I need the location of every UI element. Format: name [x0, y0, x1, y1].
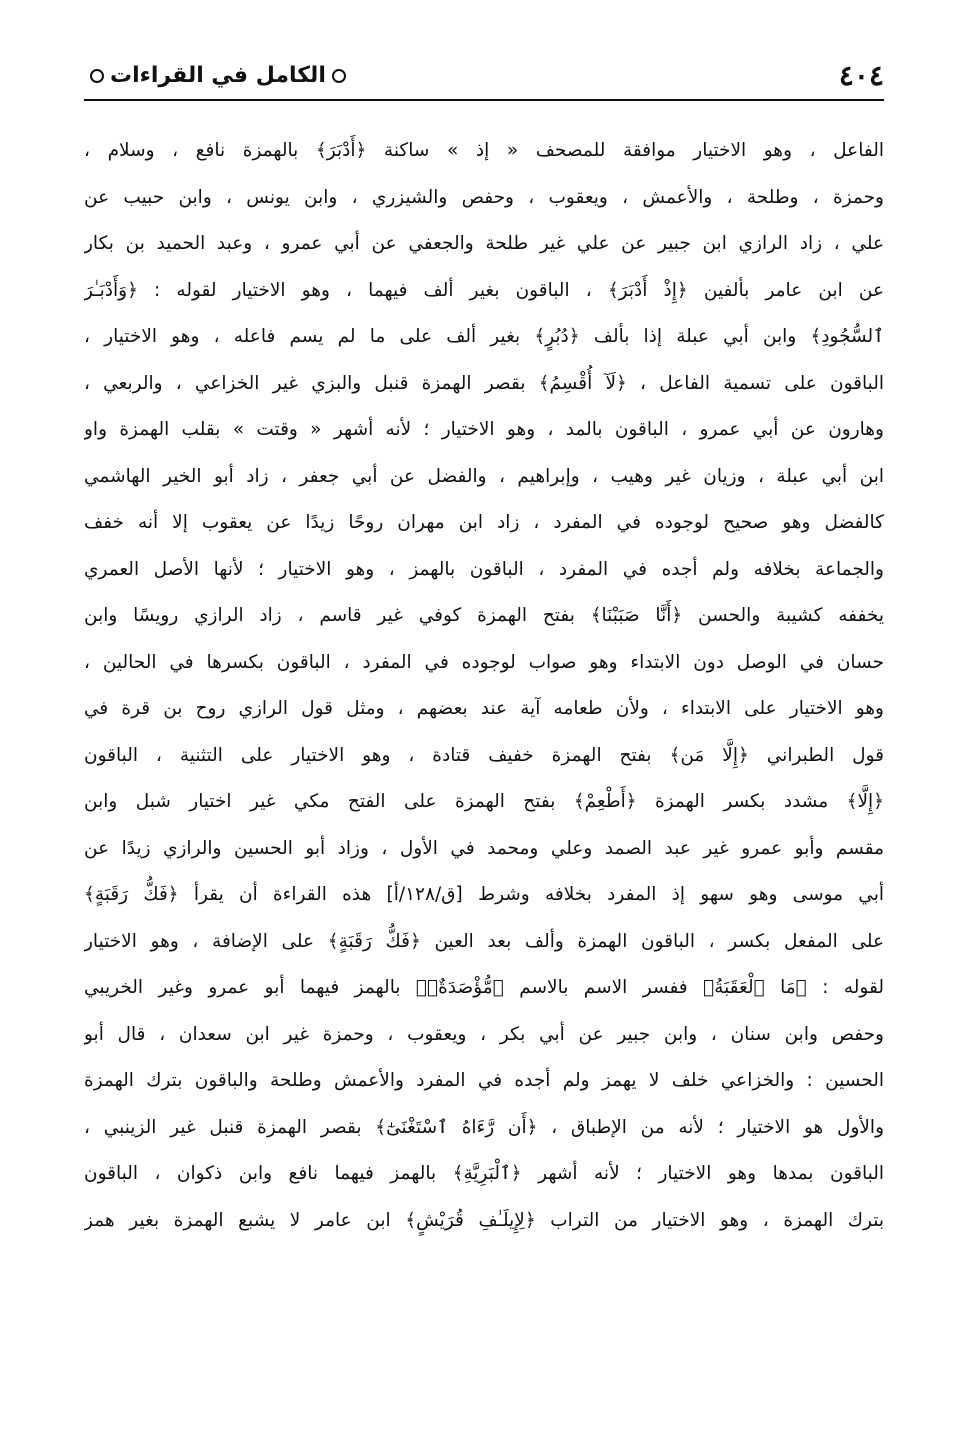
text-line: الباقون بمدها وهو الاختيار ؛ لأنه أشهر ﴿ٱلْبَرِيَّةِ﴾ بالهمز فيهما نافع وابن ذكوان ، الباقون — [84, 1163, 884, 1184]
text-line: مقسم وأبو عمرو غير عبد الصمد وعلي ومحمد في الأول ، وزاد أبو الحسين والرازي زيدًا عن — [84, 837, 884, 859]
text-line: قول الطبراني ﴿إِلَّا مَن﴾ بفتح الهمزة خفيف قتادة ، وهو الاختيار على التثنية ، الباقون — [84, 744, 884, 766]
text-line: وحمزة ، وطلحة ، والأعمش ، ويعقوب ، وحفص والشيزري ، وابن يونس ، وابن حبيب عن — [84, 186, 884, 208]
text-line: ﴿إِلَّا﴾ مشدد بكسر الهمزة ﴿أَطْعِمْ﴾ بفتح الهمزة على الفتح مكي غير اختيار شبل وابن — [84, 791, 884, 812]
text-line: ابن أبي عبلة ، وزيان غير وهيب ، وإبراهيم ، والفضل عن أبي جعفر ، زاد أبو الخير الهاشمي — [84, 465, 884, 487]
text-line: والجماعة بخلافه ولم أجده في المفرد ، الباقون بالهمز ، وهو الاختيار ؛ لأنها الأصل العمري — [84, 558, 884, 580]
text-line: عن ابن عامر بألفين ﴿إِذْ أَدْبَرَ﴾ ، الباقون بغير ألف فيهما ، وهو الاختيار لقوله : ﴿وَأَدْبَـٰرَ — [84, 279, 884, 301]
text-line: والأول هو الاختيار ؛ لأنه من الإطباق ، ﴿أَن رَّءَاهُ ٱسْتَغْنَىٰٓ﴾ بقصر الهمزة قنبل غير الزينبي ، — [84, 1116, 884, 1138]
text-line: علي ، زاد الرازي ابن جبير عن علي غير طلحة والجعفي عن أبي عمرو ، وعبد الحميد بن بكار — [84, 233, 884, 254]
header-rule — [84, 99, 884, 101]
text-line: الحسين : والخزاعي خلف لا يهمز ولم أجده في المفرد والأعمش وطلحة والباقون بترك الهمزة — [84, 1070, 884, 1091]
text-line: يخففه كشيبة والحسن ﴿أَنَّا صَبَبْنَا﴾ بفتح الهمزة كوفي غير قاسم ، زاد الرازي رويسًا وابن — [84, 605, 884, 626]
text-line: وهو الاختيار على الابتداء ، ولأن طعامه آية عند بعضهم ، ومثل قول الرازي روح بن قرة في — [84, 698, 884, 719]
page-number: ٤٠٤ — [838, 59, 884, 92]
ring-ornament-icon — [90, 69, 104, 83]
text-line: بترك الهمزة ، وهو الاختيار من التراب ﴿لِإِيلَـٰفِ قُرَيْشٍ﴾ ابن عامر لا يشبع الهمزة بغير همز — [84, 1209, 884, 1231]
page-header — [84, 58, 884, 100]
running-title — [84, 58, 352, 94]
text-line: كالفضل وهو صحيح لوجوده في المفرد ، زاد ابن مهران روحًا زيدًا عن يعقوب إلا أنه خفف — [84, 512, 884, 533]
text-line: لقوله : ﴿مَا ٱلْعَقَبَةُ﴾ ففسر الاسم بالاسم ﴿مُّؤْصَدَةٌۢ﴾ بالهمز فيهما أبو عمرو وغير الخريبي — [84, 977, 884, 998]
ring-ornament-icon — [332, 69, 346, 83]
text-line: على المفعل بكسر ، الباقون الهمزة وألف بعد العين ﴿فَكُّ رَقَبَةٍ﴾ على الإضافة ، وهو الاختيار — [84, 930, 884, 952]
text-line: وهارون عن أبي عمرو ، الباقون بالمد ، وهو الاختيار ؛ لأنه أشهر « وقتت » بقلب الهمزة واو — [84, 419, 884, 440]
body-text — [84, 128, 884, 1244]
text-line: الفاعل ، وهو الاختيار موافقة للمصحف « إذ » ساكنة ﴿أَدْبَرَ﴾ بالهمزة نافع ، وسلام ، — [84, 140, 884, 161]
text-line: ٱلسُّجُودِ﴾ وابن أبي عبلة إذا بألف ﴿دُبُرٍ﴾ بغير ألف على ما لم يسم فاعله ، وهو الاختيار ، — [84, 326, 884, 347]
running-title-text: الكامل في القراءات — [110, 63, 326, 88]
text-line: الباقون على تسمية الفاعل ، ﴿لَآ أُقْسِمُ﴾ بقصر الهمزة قنبل والبزي غير الخزاعي ، والربعي ، — [84, 372, 884, 394]
text-line: وحفص وابن سنان ، وابن جبير عن أبي بكر ، ويعقوب ، وحمزة غير ابن سعدان ، قال أبو — [84, 1023, 884, 1045]
text-line: أبي موسى وهو سهو إذ المفرد بخلافه وشرط [ق/١٢٨/أ] هذه القراءة أن يقرأ ﴿فَكُّ رَقَبَةٍ﴾ — [84, 884, 884, 905]
text-line: حسان في الوصل دون الابتداء وهو صواب لوجوده في المفرد ، الباقون بكسرها في الحالين ، — [84, 651, 884, 673]
